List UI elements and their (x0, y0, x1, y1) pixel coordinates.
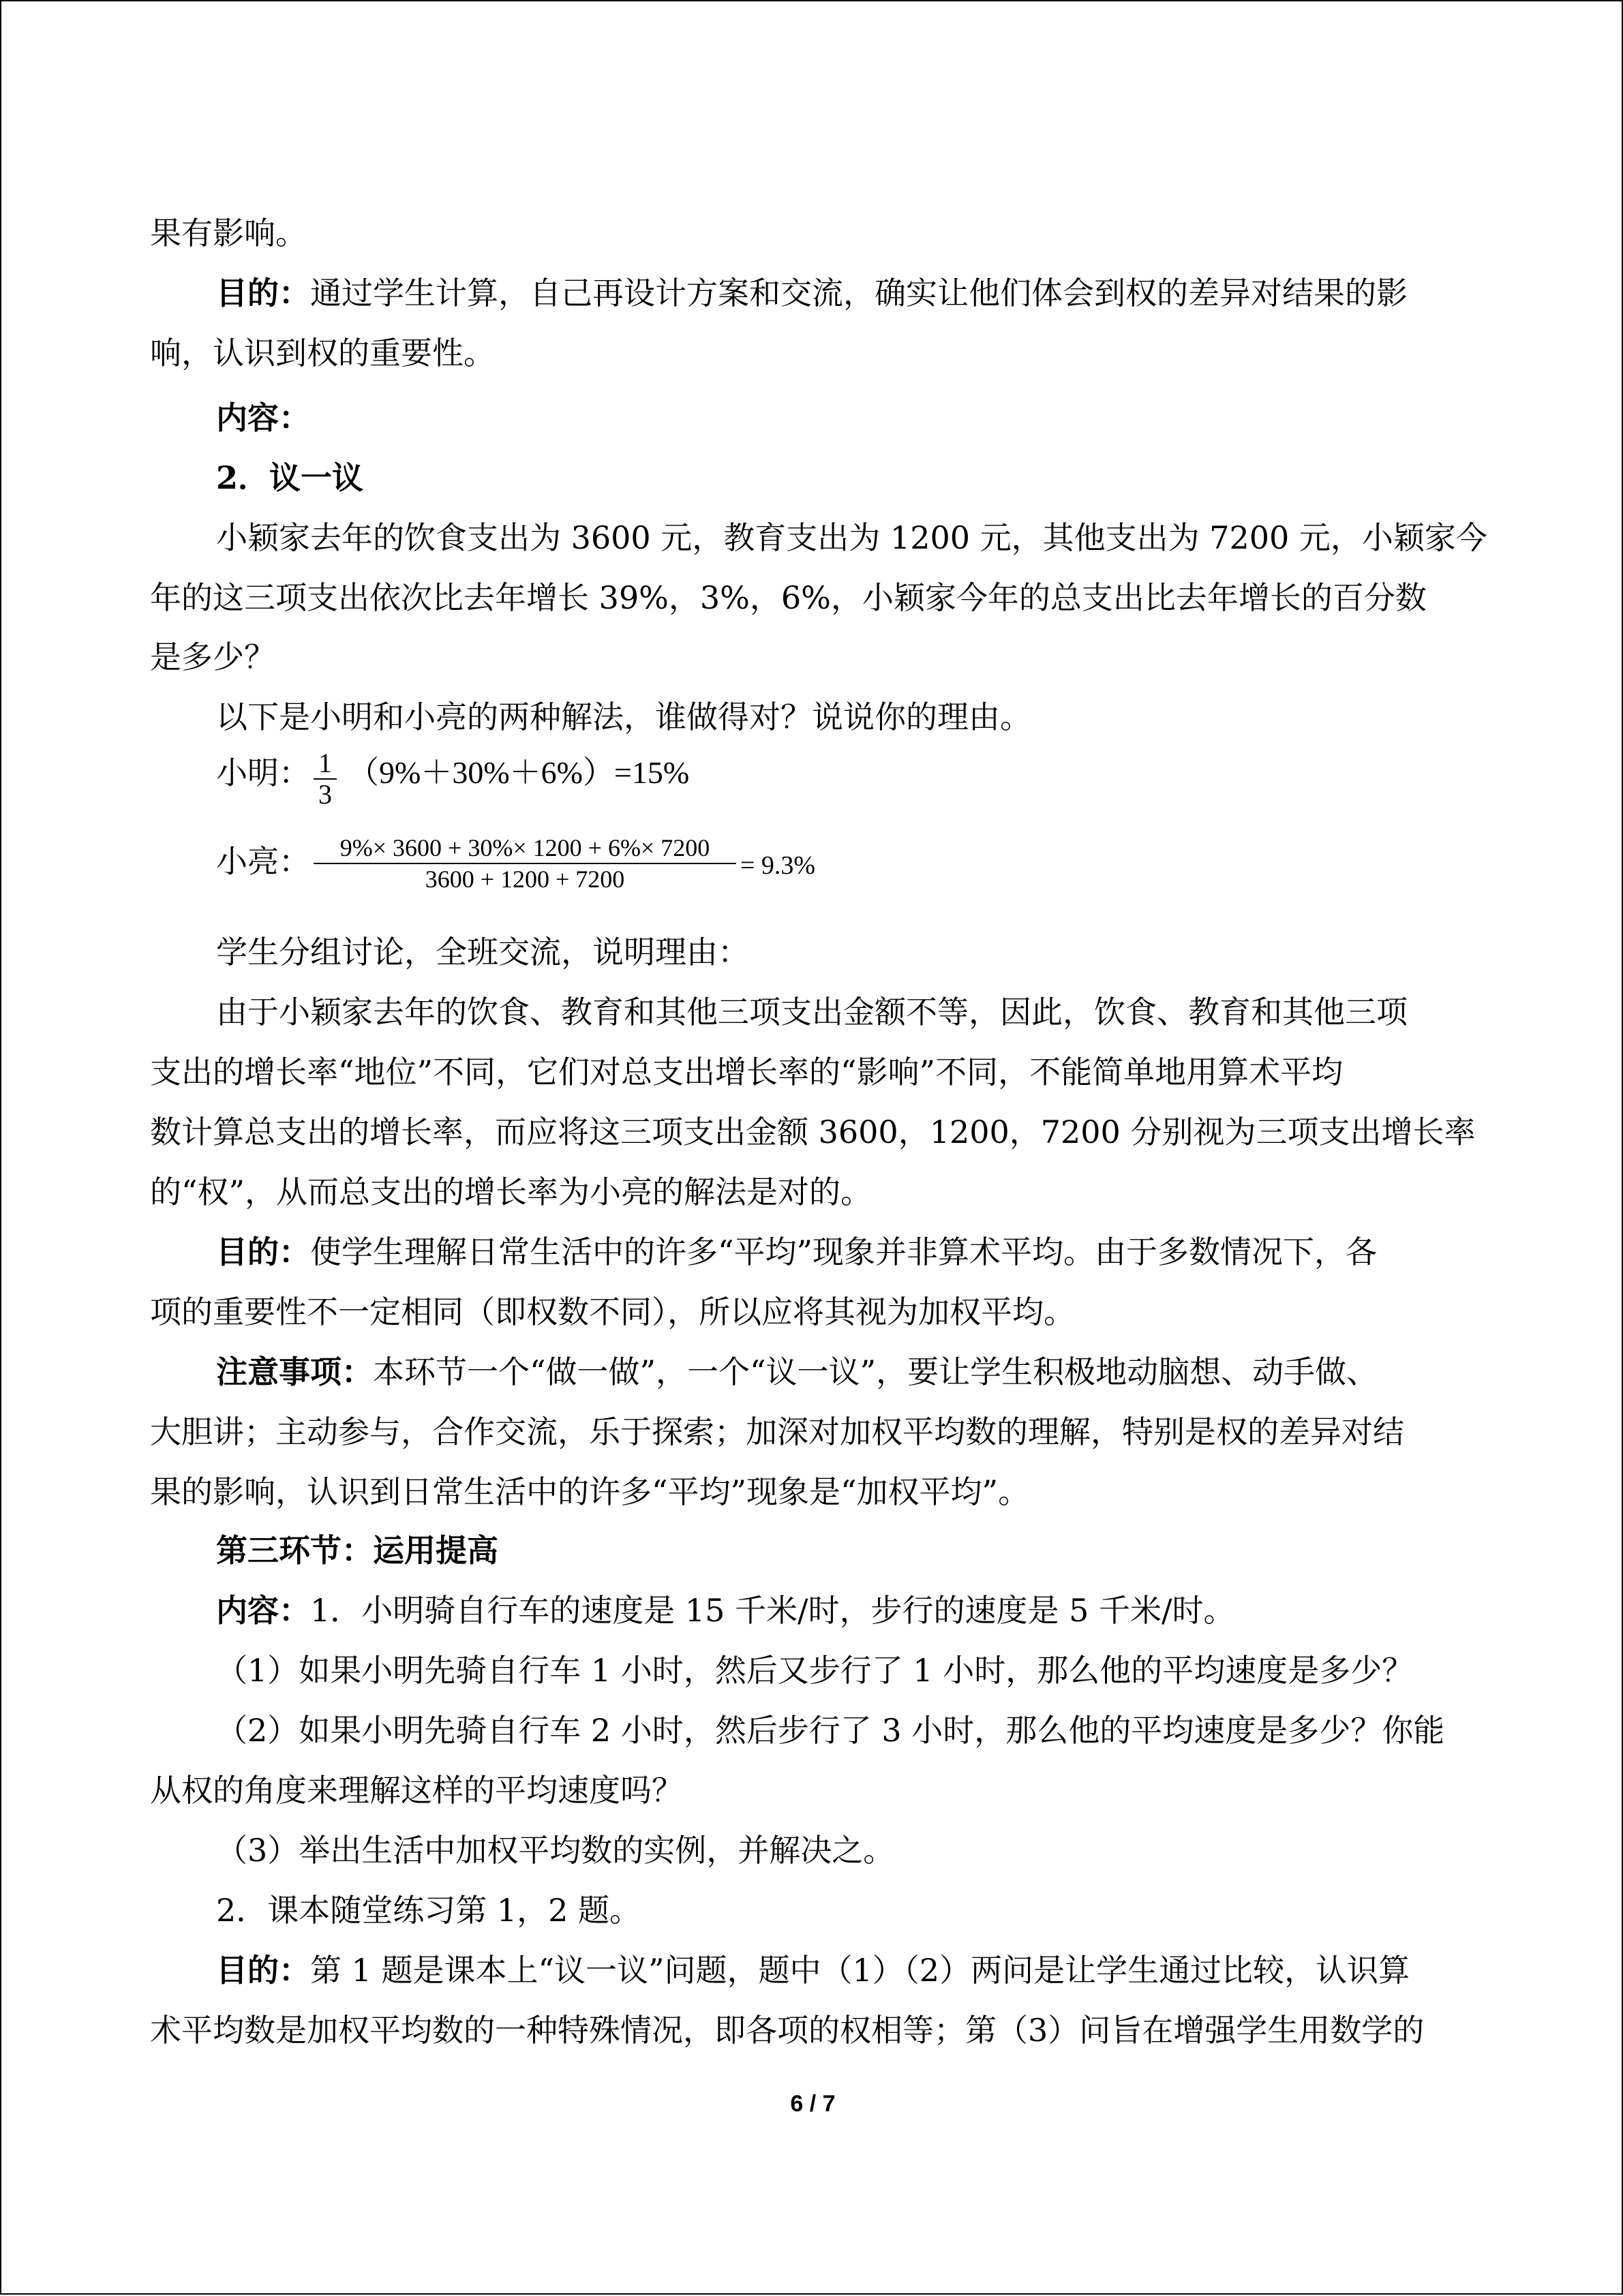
text-line: 响，认识到权的重要性。 (150, 335, 495, 371)
page-number: 6 / 7 (790, 2091, 836, 2117)
text-line: 的“权”，从而总支出的增长率为小亮的解法是对的。 (150, 1174, 873, 1210)
text-line: 年的这三项支出依次比去年增长 39%，3%，6%，小颖家今年的总支出比去年增长的百分数 (150, 579, 1427, 616)
text-line: 2．课本随堂练习第 1，2 题。 (216, 1892, 641, 1929)
xiaoliang-solution-label: 小亮： (216, 843, 310, 880)
text-line: 大胆讲；主动参与，合作交流，乐于探索；加深对加权平均数的理解，特别是权的差异对结 (150, 1413, 1404, 1450)
text-line: 支出的增长率“地位”不同，它们对总支出增长率的“影响”不同，不能简单地用算术平均 (150, 1054, 1344, 1090)
text-line: 内容：1．小明骑自行车的速度是 15 千米/时，步行的速度是 5 千米/时。 (216, 1592, 1235, 1629)
text-line: 学生分组讨论，全班交流，说明理由： (216, 934, 749, 970)
purpose-label: 目的： (216, 275, 310, 311)
xiaoming-solution-expression: （9%＋30%＋6%）=15% (348, 755, 690, 790)
text-line: 果的影响，认识到日常生活中的许多“平均”现象是“加权平均”。 (150, 1473, 1030, 1510)
text-line: 果有影响。 (150, 215, 307, 251)
text-line: 是多少？ (150, 639, 275, 675)
purpose-label: 目的： (216, 1234, 310, 1270)
text-line: 项的重要性不一定相同（即权数不同），所以应将其视为加权平均。 (150, 1294, 1075, 1330)
xiaoming-solution-label: 小明： (216, 754, 310, 791)
text-line: 目的：通过学生计算，自己再设计方案和交流，确实让他们体会到权的差异对结果的影 (216, 275, 1408, 311)
text-line: 注意事项：本环节一个“做一做”，一个“议一议”，要让学生积极地动脑想、动手做、 (216, 1353, 1378, 1390)
text-line: 由于小颖家去年的饮食、教育和其他三项支出金额不等，因此，饮食、教育和其他三项 (216, 994, 1408, 1030)
notes-label: 注意事项： (216, 1353, 373, 1390)
text-line: 目的：使学生理解日常生活中的许多“平均”现象并非算术平均。由于多数情况下，各 (216, 1234, 1378, 1270)
content-label: 内容： (216, 1592, 310, 1629)
text-line: （3）举出生活中加权平均数的实例，并解决之。 (216, 1832, 895, 1869)
text-line: 小颖家去年的饮食支出为 3600 元，教育支出为 1200 元，其他支出为 7200 元，小颖家今 (216, 519, 1487, 556)
xiaoliang-solution-result: = 9.3% (740, 851, 816, 880)
fraction-one-third: 1 3 (314, 748, 337, 810)
content-label: 内容： (216, 399, 310, 436)
document-page (1, 1, 1623, 2296)
text-line: 数计算总支出的增长率，而应将这三项支出金额 3600，1200，7200 分别视为三项支出增长率 (150, 1114, 1476, 1150)
text-line: 以下是小明和小亮的两种解法，谁做得对？说说你的理由。 (216, 699, 1031, 735)
section-heading: 2．议一议 (216, 459, 364, 496)
section-heading: 第三环节：运用提高 (216, 1532, 498, 1569)
text-line: 术平均数是加权平均数的一种特殊情况，即各项的权相等；第（3）问旨在增强学生用数学的 (150, 2012, 1425, 2049)
purpose-label: 目的： (216, 1952, 310, 1989)
weighted-average-fraction: 9%× 3600 + 30%× 1200 + 6%× 7200 3600 + 1200 + 7200 (314, 833, 736, 894)
text-line: （2）如果小明先骑自行车 2 小时，然后步行了 3 小时，那么他的平均速度是多少？你能 (216, 1712, 1445, 1749)
text-line: 目的：第 1 题是课本上“议一议”问题，题中（1）（2）两问是让学生通过比较，认识算 (216, 1952, 1410, 1989)
text-line: （1）如果小明先骑自行车 1 小时，然后又步行了 1 小时，那么他的平均速度是多少？ (216, 1652, 1414, 1689)
text-line: 从权的角度来理解这样的平均速度吗？ (150, 1772, 683, 1809)
